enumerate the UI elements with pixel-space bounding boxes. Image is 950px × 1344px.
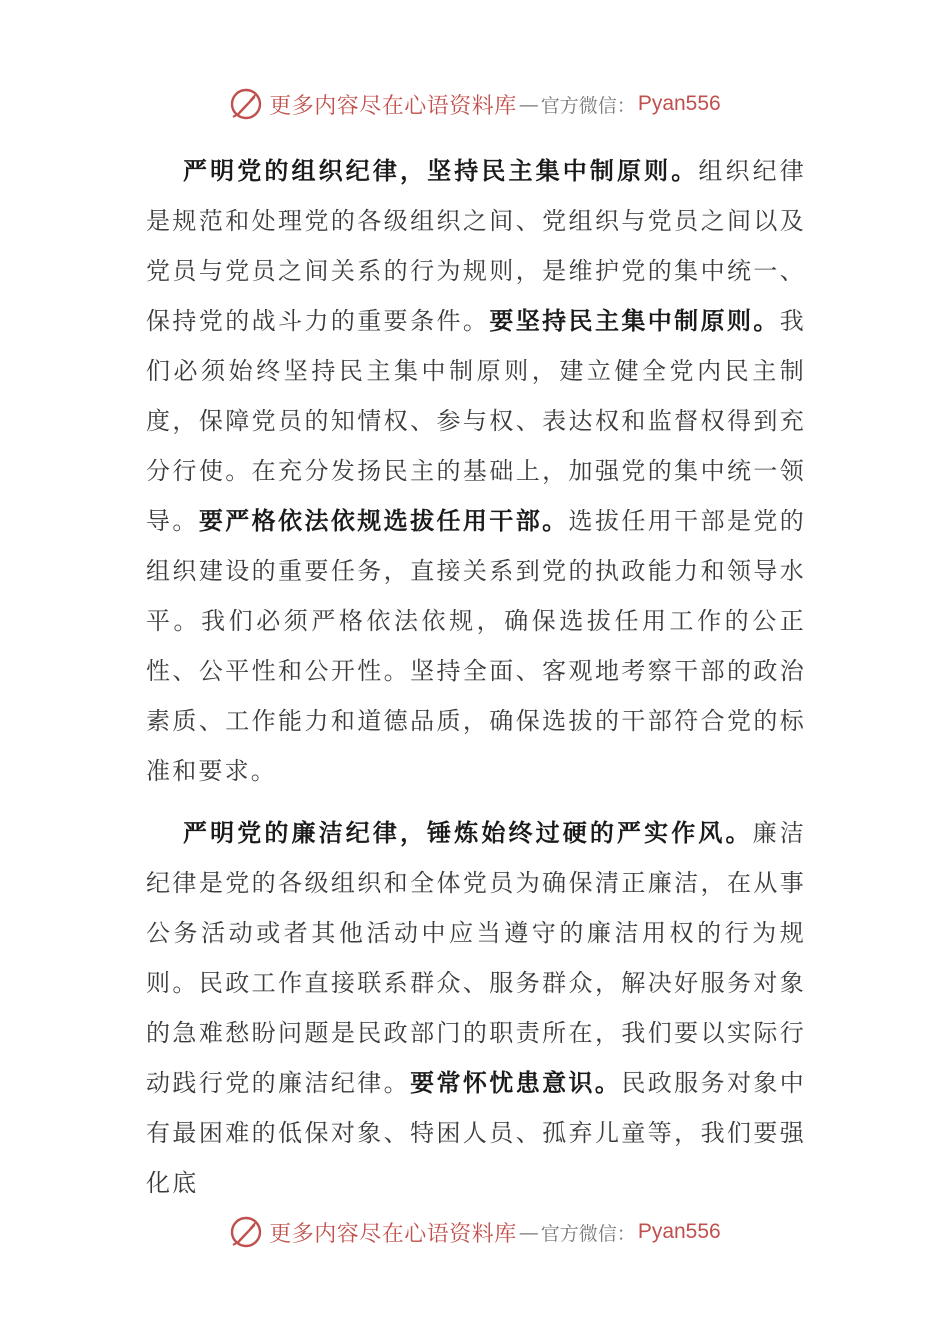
watermark-main-text: 更多内容尽在心语资料库 <box>269 1221 517 1247</box>
body-text: 选拔任用干部是党的组织建设的重要任务，直接关系到党的执政能力和领导水平。我们必须严格依法依规，确保选拔任用工作的公正性、公平性和公开性。坚持全面、客观地考察干部的政治素质、工作能力和道德品质，确保选拔的干部符合党的标准和要求。 <box>146 507 806 785</box>
body-text: 组织纪律是规范和处理党的各级组织之间、党组织与党员之间以及党员与党员之间关系的行为规则，是维护党的集中统一、保持党的战斗力的重要条件。 <box>146 157 806 335</box>
quill-pen-logo-icon <box>229 87 263 121</box>
subheading-awareness-of-risks: 要常怀忧患意识。 <box>410 1069 622 1097</box>
heading-integrity-discipline: 严明党的廉洁纪律，锤炼始终过硬的严实作风。 <box>183 819 753 847</box>
heading-organizational-discipline: 严明党的组织纪律，坚持民主集中制原则。 <box>183 157 699 185</box>
paragraph-organizational-discipline <box>146 146 806 796</box>
header-watermark <box>0 84 950 124</box>
watermark-separator: — <box>518 92 539 116</box>
body-text: 廉洁纪律是党的各级组织和全体党员为确保清正廉洁，在从事公务活动或者其他活动中应当遵守的廉洁用权的行为规则。民政工作直接联系群众、服务群众，解决好服务对象的急难愁盼问题是民政部门的职责所在，我们要以实际行动践行党的廉洁纪律。 <box>146 819 806 1097</box>
watermark-main-text: 更多内容尽在心语资料库 <box>269 93 517 119</box>
watermark-wechat-id: Pyan556 <box>637 92 721 115</box>
watermark-wechat-label: 官方微信： <box>540 94 636 117</box>
footer-watermark <box>0 1212 950 1252</box>
body-text: 我们必须始终坚持民主集中制原则，建立健全党内民主制度，保障党员的知情权、参与权、表达权和监督权得到充分行使。在充分发扬民主的基础上，加强党的集中统一领导。 <box>146 307 806 535</box>
quill-pen-logo-icon <box>229 1215 263 1249</box>
watermark-wechat-id: Pyan556 <box>637 1220 721 1243</box>
document-body <box>146 146 806 1208</box>
watermark-wechat-label: 官方微信： <box>540 1222 636 1245</box>
subheading-democratic-centralism: 要坚持民主集中制原则。 <box>489 307 780 335</box>
body-text: 民政服务对象中有最困难的低保对象、特困人员、孤弃儿童等，我们要强化底 <box>146 1069 806 1197</box>
watermark-separator: — <box>518 1220 539 1244</box>
subheading-cadre-selection: 要严格依法依规选拔任用干部。 <box>198 507 569 535</box>
paragraph-integrity-discipline <box>146 808 806 1208</box>
